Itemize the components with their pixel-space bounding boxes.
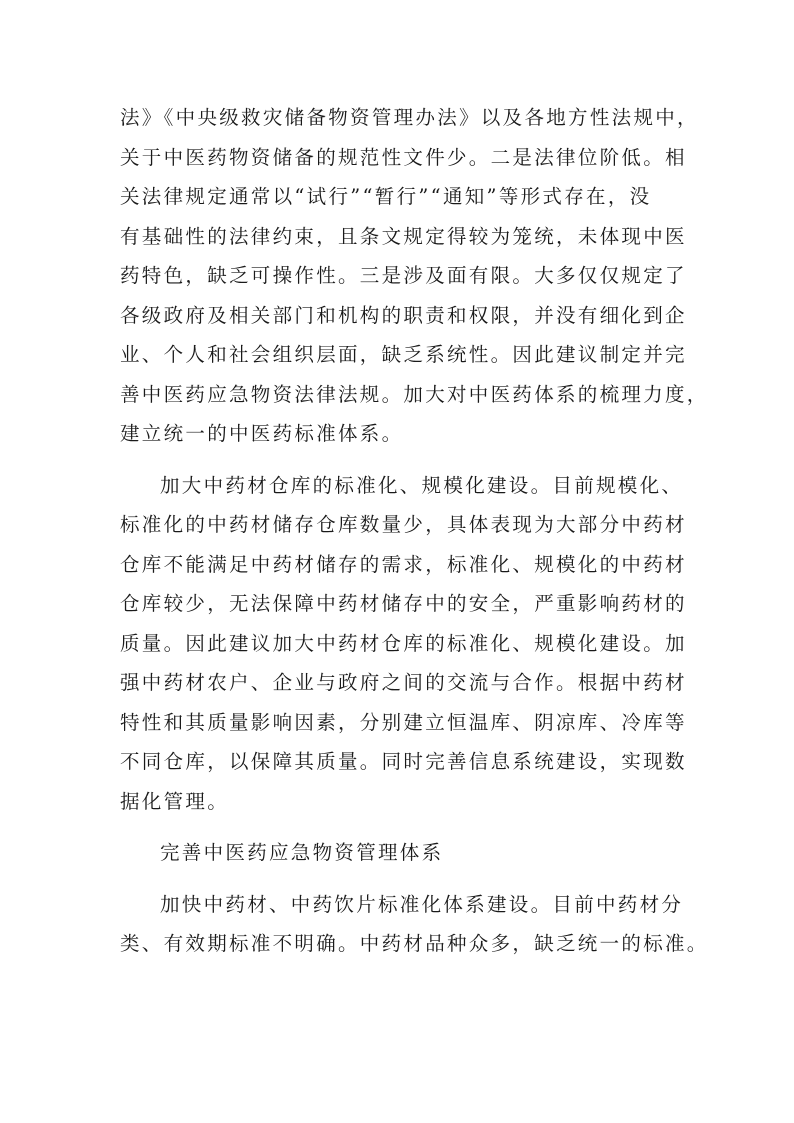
text-line: 强中药材农户、企业与政府之间的交流与合作。根据中药材 [120,671,687,694]
paragraph-spacer [120,821,680,833]
text-line: 质量。因此建议加大中药材仓库的标准化、规模化建设。加 [120,631,687,655]
text-line: 善中医药应急物资法律法规。加大对中医药体系的梳理力度， [120,382,709,406]
text-line: 标准化的中药材储存仓库数量少，具体表现为大部分中药材 [120,513,687,536]
text-line: 加大中药材仓库的标准化、规模化建设。目前规模化、 [160,473,684,497]
text-line: 有基础性的法律约束，且条文规定得较为笼统，未体现中医 [120,224,687,248]
text-line: 特性和其质量影响因素，分别建立恒温库、阴凉库、冷库等 [120,710,687,734]
text-line: 关于中医药物资储备的规范性文件少。二是法律位阶低。相 [120,145,687,169]
text-line: 药特色，缺乏可操作性。三是涉及面有限。大多仅仅规定了 [120,264,687,287]
text-line: 不同仓库，以保障其质量。同时完善信息系统建设，实现数 [120,750,687,773]
document-body [120,98,709,964]
paragraph-spacer [120,454,680,466]
text-line: 仓库较少，无法保障中药材储存中的安全，严重影响药材的 [120,592,687,615]
paragraph-legal-framework [120,98,709,454]
text-line: 建立统一的中医药标准体系。 [120,422,404,445]
text-line: 仓库不能满足中药材储存的需求，标准化、规模化的中药材 [120,552,687,576]
text-line: 各级政府及相关部门和机构的职责和权限，并没有细化到企 [120,303,687,327]
text-line: 类、有效期标准不明确。中药材品种众多，缺乏统一的标准。 [120,932,709,955]
paragraph-standardization-system [120,885,709,964]
text-line: 法》《中央级救灾储备物资管理办法》以及各地方性法规中， [120,106,699,129]
text-line: 据化管理。 [120,789,230,813]
text-line: 业、个人和社会组织层面，缺乏系统性。因此建议制定并完 [120,343,687,366]
text-line: 关法律规定通常以“试行”“暂行”“通知”等形式存在，没 [120,185,652,208]
section-heading [120,833,680,873]
section-heading-text: 完善中医药应急物资管理体系 [160,841,444,864]
paragraph-warehouse-standardization [120,466,687,822]
paragraph-spacer [120,873,680,885]
text-line: 加快中药材、中药饮片标准化体系建设。目前中药材分 [160,892,684,916]
